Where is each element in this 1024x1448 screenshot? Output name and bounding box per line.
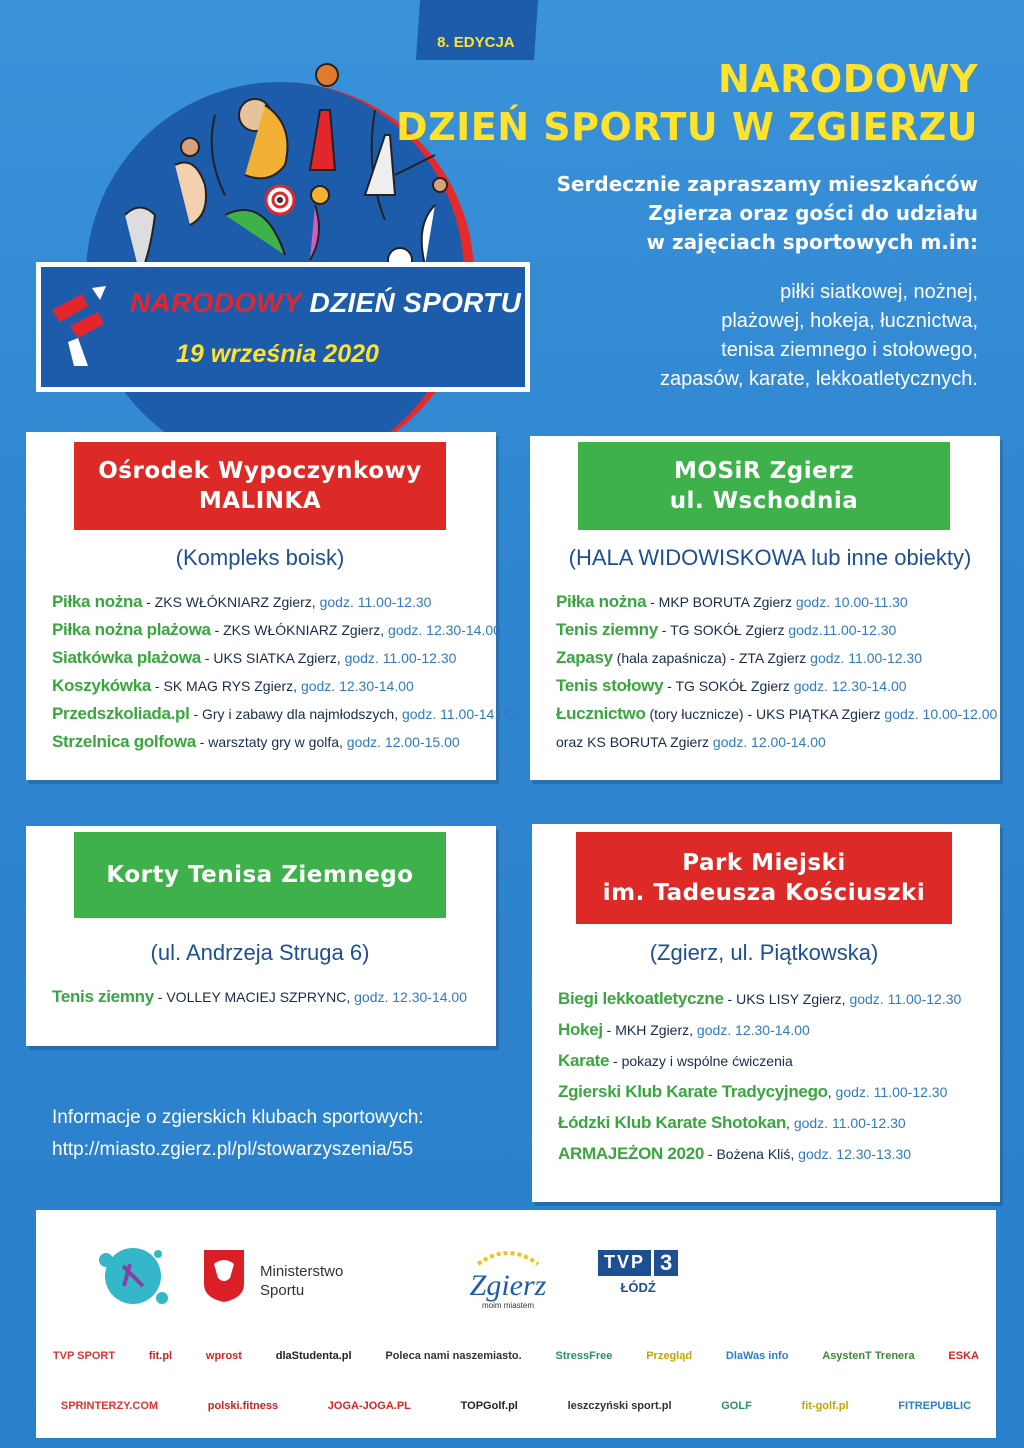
time-slot: godz. 11.00-12.30 <box>849 991 962 1007</box>
tvp-wordmark: TVP <box>598 1250 651 1276</box>
time-slot: godz. 12.30-14.00 <box>388 622 501 638</box>
time-slot: godz. 12.30-14.00 <box>354 989 467 1005</box>
sponsor-logo: Poleca nami naszemiasto. <box>385 1350 522 1362</box>
sport-name: Piłka nożna plażowa <box>52 620 211 639</box>
time-slot: godz. 11.00-12.30 <box>835 1084 948 1100</box>
organizer: - MKH Zgierz, <box>602 1022 697 1038</box>
schedule-row <box>52 672 514 700</box>
organizer: - TG SOKÓŁ Zgierz <box>657 622 789 638</box>
ministry-name <box>260 1262 343 1300</box>
schedule-row <box>558 1138 961 1169</box>
sport-name: Tenis ziemny <box>52 987 154 1006</box>
schedule-row <box>558 1076 961 1107</box>
organizer: - pokazy i wspólne ćwiczenia <box>609 1053 793 1069</box>
tvp3-logo <box>598 1250 678 1295</box>
sport-name: Biegi lekkoatletyczne <box>558 989 724 1008</box>
sponsor-logo: DlaWas info <box>725 1350 789 1362</box>
invitation-text <box>557 170 978 257</box>
schedule-row <box>558 1045 961 1076</box>
edition-badge: 8. EDYCJA <box>416 0 538 60</box>
schedule-row <box>52 644 514 672</box>
logo-title-white: DZIEŃ SPORTU <box>309 287 522 318</box>
organizer: - UKS SIATKA Zgierz, <box>200 650 345 666</box>
sponsor-logo: dlaStudenta.pl <box>275 1350 352 1362</box>
sport-name: Zgierski Klub Karate Tradycyjnego <box>558 1082 828 1101</box>
sponsor-logo: TOPGolf.pl <box>460 1400 518 1412</box>
sport-name: Koszykówka <box>52 676 152 695</box>
schedule-row <box>52 616 514 644</box>
venue-title: ul. Wschodnia <box>669 488 859 514</box>
poland-emblem-icon <box>202 1248 246 1304</box>
time-slot: godz. 11.00-14.00 <box>401 706 514 722</box>
sport-name: Piłka nożna <box>52 592 143 611</box>
organizer: - ZKS WŁÓKNIARZ Zgierz, <box>142 594 320 610</box>
time-slot: godz. 11.00-12.30 <box>793 1115 906 1131</box>
schedule-row <box>52 700 514 728</box>
sponsor-logo: leszczyński sport.pl <box>567 1400 672 1412</box>
time-slot: godz. 12.30-13.30 <box>798 1146 912 1162</box>
sponsor-logo: fit.pl <box>148 1350 173 1362</box>
sponsor-row-2 <box>36 1336 996 1376</box>
venue-subtitle: (Zgierz, ul. Piątkowska) <box>649 940 879 965</box>
venue-subtitle: (HALA WIDOWISKOWA lub inne obiekty) <box>568 545 972 570</box>
schedule-row <box>52 728 514 756</box>
schedule-row <box>556 588 997 616</box>
zgierz-wordmark: Zgierz <box>469 1269 547 1302</box>
time-slot: godz.11.00-12.30 <box>788 622 897 638</box>
schedule-list-park <box>558 983 961 1169</box>
organizer: - UKS LISY Zgierz, <box>723 991 850 1007</box>
sport-name: Zapasy <box>556 648 613 667</box>
logo-banner <box>36 262 530 392</box>
schedule-list-mosir <box>556 588 997 756</box>
ministry-line: Ministerstwo <box>260 1263 344 1280</box>
organizer: - warsztaty gry w golfa, <box>195 734 347 750</box>
organizer: - TG SOKÓŁ Zgierz <box>663 678 794 694</box>
tvp-channel: 3 <box>654 1250 678 1276</box>
schedule-row <box>52 983 467 1011</box>
sponsor-logo: TVP SPORT <box>52 1350 116 1362</box>
sponsor-logo: ESKA <box>948 1350 979 1362</box>
venue-header-korty <box>74 832 446 918</box>
sponsor-logo: FITREPUBLIC <box>898 1400 972 1412</box>
club-info-link[interactable]: http://miasto.zgierz.pl/pl/stowarzyszenia/55 <box>52 1139 414 1160</box>
schedule-row <box>558 1014 961 1045</box>
sponsor-logo: fit-golf.pl <box>801 1400 849 1412</box>
venue-title: im. Tadeusza Kościuszki <box>602 880 926 906</box>
organizer: (hala zapaśnicza) - ZTA Zgierz <box>612 650 811 666</box>
sport-name: Łódzki Klub Karate Shotokan <box>558 1113 787 1132</box>
zgierz-logo <box>448 1246 568 1310</box>
sponsors-panel <box>36 1210 996 1438</box>
venue-title: MALINKA <box>198 488 322 514</box>
time-slot: godz. 11.00-12.30 <box>319 594 432 610</box>
schedule-row <box>556 728 997 756</box>
organizer: - MKP BORUTA Zgierz <box>646 594 796 610</box>
splash-logo-icon <box>88 1236 178 1316</box>
club-info-text: Informacje o zgierskich klubach sportowych: <box>52 1107 424 1128</box>
sport-name: ARMAJEŻON 2020 <box>558 1144 705 1163</box>
sport-name: Strzelnica golfowa <box>52 732 196 751</box>
sport-name: Przedszkoliada.pl <box>52 704 190 723</box>
time-slot: godz. 12.00-14.00 <box>712 734 826 750</box>
venue-subtitle: (ul. Andrzeja Struga 6) <box>150 940 370 965</box>
sponsor-logo: polski.fitness <box>207 1400 279 1412</box>
organizer: - Gry i zabawy dla najmłodszych, <box>189 706 402 722</box>
invite-line: Zgierza oraz gości do udziału <box>648 201 978 225</box>
sponsor-row-3 <box>36 1386 996 1426</box>
venue-subtitle: (Kompleks boisk) <box>175 545 345 570</box>
title-line-2: DZIEŃ SPORTU W ZGIERZU <box>396 105 978 149</box>
schedule-row <box>558 1107 961 1138</box>
narodowy-dzien-sportu-mark <box>48 280 110 370</box>
event-date: 19 września 2020 <box>176 340 379 368</box>
time-slot: godz. 10.00-11.30 <box>795 594 908 610</box>
organizer: oraz KS BORUTA Zgierz <box>556 734 713 750</box>
schedule-list-korty <box>52 983 467 1011</box>
sport-name: Karate <box>558 1051 610 1070</box>
venue-header-park <box>576 832 952 924</box>
organizer: - ZKS WŁÓKNIARZ Zgierz, <box>210 622 389 638</box>
schedule-row <box>556 616 997 644</box>
sport-name: Piłka nożna <box>556 592 647 611</box>
time-slot: godz. 12.30-14.00 <box>793 678 907 694</box>
schedule-row <box>558 983 961 1014</box>
venue-title: MOSiR Zgierz <box>674 458 854 484</box>
organizer: - VOLLEY MACIEJ SZPRYNC, <box>153 989 355 1005</box>
time-slot: godz. 10.00-12.00 <box>884 706 998 722</box>
logo-title <box>130 287 521 319</box>
time-slot: godz. 12.30-14.00 <box>696 1022 810 1038</box>
organizer: , <box>827 1084 836 1100</box>
venue-title: Korty Tenisa Ziemnego <box>106 862 414 888</box>
sport-name: Siatkówka plażowa <box>52 648 201 667</box>
time-slot: godz. 12.30-14.00 <box>300 678 414 694</box>
time-slot: godz. 11.00-12.30 <box>810 650 923 666</box>
tvp-city: ŁÓDŹ <box>620 1280 656 1295</box>
venue-header-malinka <box>74 442 446 530</box>
invite-line: Serdecznie zapraszamy mieszkańców <box>556 172 978 196</box>
sports-line: zapasów, karate, lekkoatletycznych. <box>660 368 978 390</box>
schedule-row <box>556 700 997 728</box>
main-partners-row <box>36 1230 996 1320</box>
organizer: - Bożena Kliś, <box>704 1146 799 1162</box>
sponsor-logo: SPRINTERZY.COM <box>60 1400 159 1412</box>
club-info <box>52 1102 424 1166</box>
invite-line: w zajęciach sportowych m.in: <box>646 230 978 254</box>
sponsor-logo: StressFree <box>555 1350 613 1362</box>
sport-name: Hokej <box>558 1020 603 1039</box>
title-line-1: NARODOWY <box>717 57 978 101</box>
sports-line: tenisa ziemnego i stołowego, <box>721 339 978 361</box>
venue-title: Ośrodek Wypoczynkowy <box>98 458 422 484</box>
venue-header-mosir <box>578 442 950 530</box>
schedule-row <box>556 644 997 672</box>
schedule-list-malinka <box>52 588 514 756</box>
sponsor-logo: Przegląd <box>646 1350 693 1362</box>
sponsor-logo: wprost <box>205 1350 242 1362</box>
ministry-line: Sportu <box>260 1282 305 1299</box>
schedule-row <box>52 588 514 616</box>
venue-title: Park Miejski <box>682 850 846 876</box>
sports-list <box>660 278 978 394</box>
organizer: (tory łucznicze) - UKS PIĄTKA Zgierz <box>645 706 885 722</box>
time-slot: godz. 11.00-12.30 <box>344 650 457 666</box>
sponsor-logo: GOLF <box>721 1400 752 1412</box>
organizer: , <box>786 1115 794 1131</box>
organizer: - SK MAG RYS Zgierz, <box>151 678 301 694</box>
sport-name: Tenis stołowy <box>556 676 664 695</box>
time-slot: godz. 12.00-15.00 <box>346 734 460 750</box>
sports-line: piłki siatkowej, nożnej, <box>780 281 978 303</box>
sponsor-logo: JOGA-JOGA.PL <box>327 1400 411 1412</box>
main-title <box>396 55 978 151</box>
sun-rays-icon <box>468 1246 548 1266</box>
sports-line: plażowej, hokeja, łucznictwa, <box>721 310 978 332</box>
schedule-row <box>556 672 997 700</box>
sponsor-logo: AsystenT Trenera <box>822 1350 915 1362</box>
logo-title-red: NARODOWY <box>130 287 302 318</box>
sport-name: Tenis ziemny <box>556 620 658 639</box>
zgierz-tagline: moim miastem <box>481 1301 534 1310</box>
sport-name: Łucznictwo <box>556 704 646 723</box>
